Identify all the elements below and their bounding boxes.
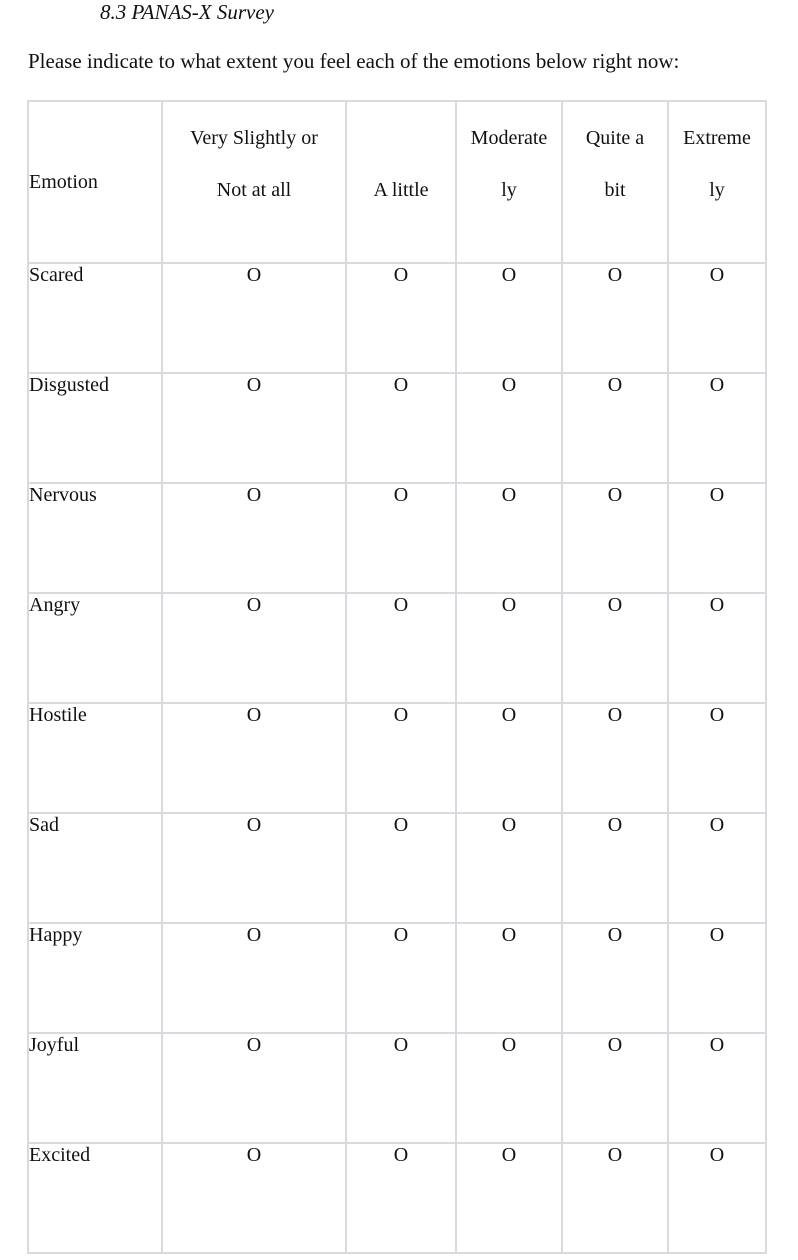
option-a-little[interactable]: O xyxy=(346,1033,456,1143)
scale-header-line2: Not at all xyxy=(216,179,292,201)
option-quite-a-bit[interactable]: O xyxy=(562,373,668,483)
emotion-column-header: Emotion xyxy=(28,101,162,263)
scale-header-line2: ly xyxy=(709,179,725,201)
option-quite-a-bit[interactable]: O xyxy=(562,483,668,593)
option-extremely[interactable]: O xyxy=(668,263,766,373)
option-quite-a-bit[interactable]: O xyxy=(562,813,668,923)
scale-header-line1: Very Slightly or xyxy=(190,127,318,149)
table-row xyxy=(28,1033,766,1143)
option-very-slightly[interactable]: O xyxy=(162,923,346,1033)
table-row xyxy=(28,923,766,1033)
option-extremely[interactable]: O xyxy=(668,813,766,923)
table-row xyxy=(28,373,766,483)
option-moderately[interactable]: O xyxy=(456,813,562,923)
scale-header-line2: ly xyxy=(501,179,517,201)
option-a-little[interactable]: O xyxy=(346,703,456,813)
option-very-slightly[interactable]: O xyxy=(162,1033,346,1143)
option-a-little[interactable]: O xyxy=(346,263,456,373)
scale-header-line1: Moderate xyxy=(470,127,548,149)
emotion-label: Disgusted xyxy=(28,373,162,483)
option-very-slightly[interactable]: O xyxy=(162,1143,346,1253)
option-quite-a-bit[interactable]: O xyxy=(562,263,668,373)
emotion-label: Nervous xyxy=(28,483,162,593)
option-a-little[interactable]: O xyxy=(346,923,456,1033)
option-a-little[interactable]: O xyxy=(346,593,456,703)
option-very-slightly[interactable]: O xyxy=(162,703,346,813)
option-quite-a-bit[interactable]: O xyxy=(562,1033,668,1143)
scale-header-line1: Extreme xyxy=(683,127,751,149)
panas-survey-table xyxy=(27,100,767,1254)
table-row xyxy=(28,483,766,593)
emotion-label: Sad xyxy=(28,813,162,923)
option-very-slightly[interactable]: O xyxy=(162,593,346,703)
option-quite-a-bit[interactable]: O xyxy=(562,593,668,703)
emotion-label: Joyful xyxy=(28,1033,162,1143)
emotion-label: Scared xyxy=(28,263,162,373)
option-extremely[interactable]: O xyxy=(668,703,766,813)
option-extremely[interactable]: O xyxy=(668,593,766,703)
option-extremely[interactable]: O xyxy=(668,373,766,483)
option-moderately[interactable]: O xyxy=(456,1033,562,1143)
option-moderately[interactable]: O xyxy=(456,593,562,703)
scale-header-extremely xyxy=(668,101,766,263)
emotion-label: Happy xyxy=(28,923,162,1033)
scale-header-very-slightly xyxy=(162,101,346,263)
option-quite-a-bit[interactable]: O xyxy=(562,923,668,1033)
table-row xyxy=(28,593,766,703)
scale-header-a-little xyxy=(346,101,456,263)
option-extremely[interactable]: O xyxy=(668,1033,766,1143)
option-quite-a-bit[interactable]: O xyxy=(562,1143,668,1253)
scale-header-line1: Quite a xyxy=(585,127,645,149)
option-moderately[interactable]: O xyxy=(456,703,562,813)
instructions-text: Please indicate to what extent you feel each of the emotions below right now: xyxy=(28,49,680,73)
scale-header-line2: A little xyxy=(373,179,429,201)
option-moderately[interactable]: O xyxy=(456,263,562,373)
option-extremely[interactable]: O xyxy=(668,483,766,593)
option-very-slightly[interactable]: O xyxy=(162,483,346,593)
scale-header-moderately xyxy=(456,101,562,263)
option-moderately[interactable]: O xyxy=(456,923,562,1033)
option-very-slightly[interactable]: O xyxy=(162,263,346,373)
table-row xyxy=(28,813,766,923)
emotion-label: Excited xyxy=(28,1143,162,1253)
section-title: 8.3 PANAS-X Survey xyxy=(100,0,274,24)
scale-header-line2: bit xyxy=(604,179,626,201)
table-row xyxy=(28,703,766,813)
table-row xyxy=(28,1143,766,1253)
option-extremely[interactable]: O xyxy=(668,1143,766,1253)
option-extremely[interactable]: O xyxy=(668,923,766,1033)
option-moderately[interactable]: O xyxy=(456,373,562,483)
option-quite-a-bit[interactable]: O xyxy=(562,703,668,813)
option-very-slightly[interactable]: O xyxy=(162,373,346,483)
scale-header-quite-a-bit xyxy=(562,101,668,263)
option-a-little[interactable]: O xyxy=(346,373,456,483)
option-very-slightly[interactable]: O xyxy=(162,813,346,923)
option-a-little[interactable]: O xyxy=(346,813,456,923)
option-a-little[interactable]: O xyxy=(346,1143,456,1253)
header-row xyxy=(28,101,766,263)
emotion-label: Angry xyxy=(28,593,162,703)
option-moderately[interactable]: O xyxy=(456,1143,562,1253)
option-a-little[interactable]: O xyxy=(346,483,456,593)
emotion-label: Hostile xyxy=(28,703,162,813)
table-row xyxy=(28,263,766,373)
option-moderately[interactable]: O xyxy=(456,483,562,593)
